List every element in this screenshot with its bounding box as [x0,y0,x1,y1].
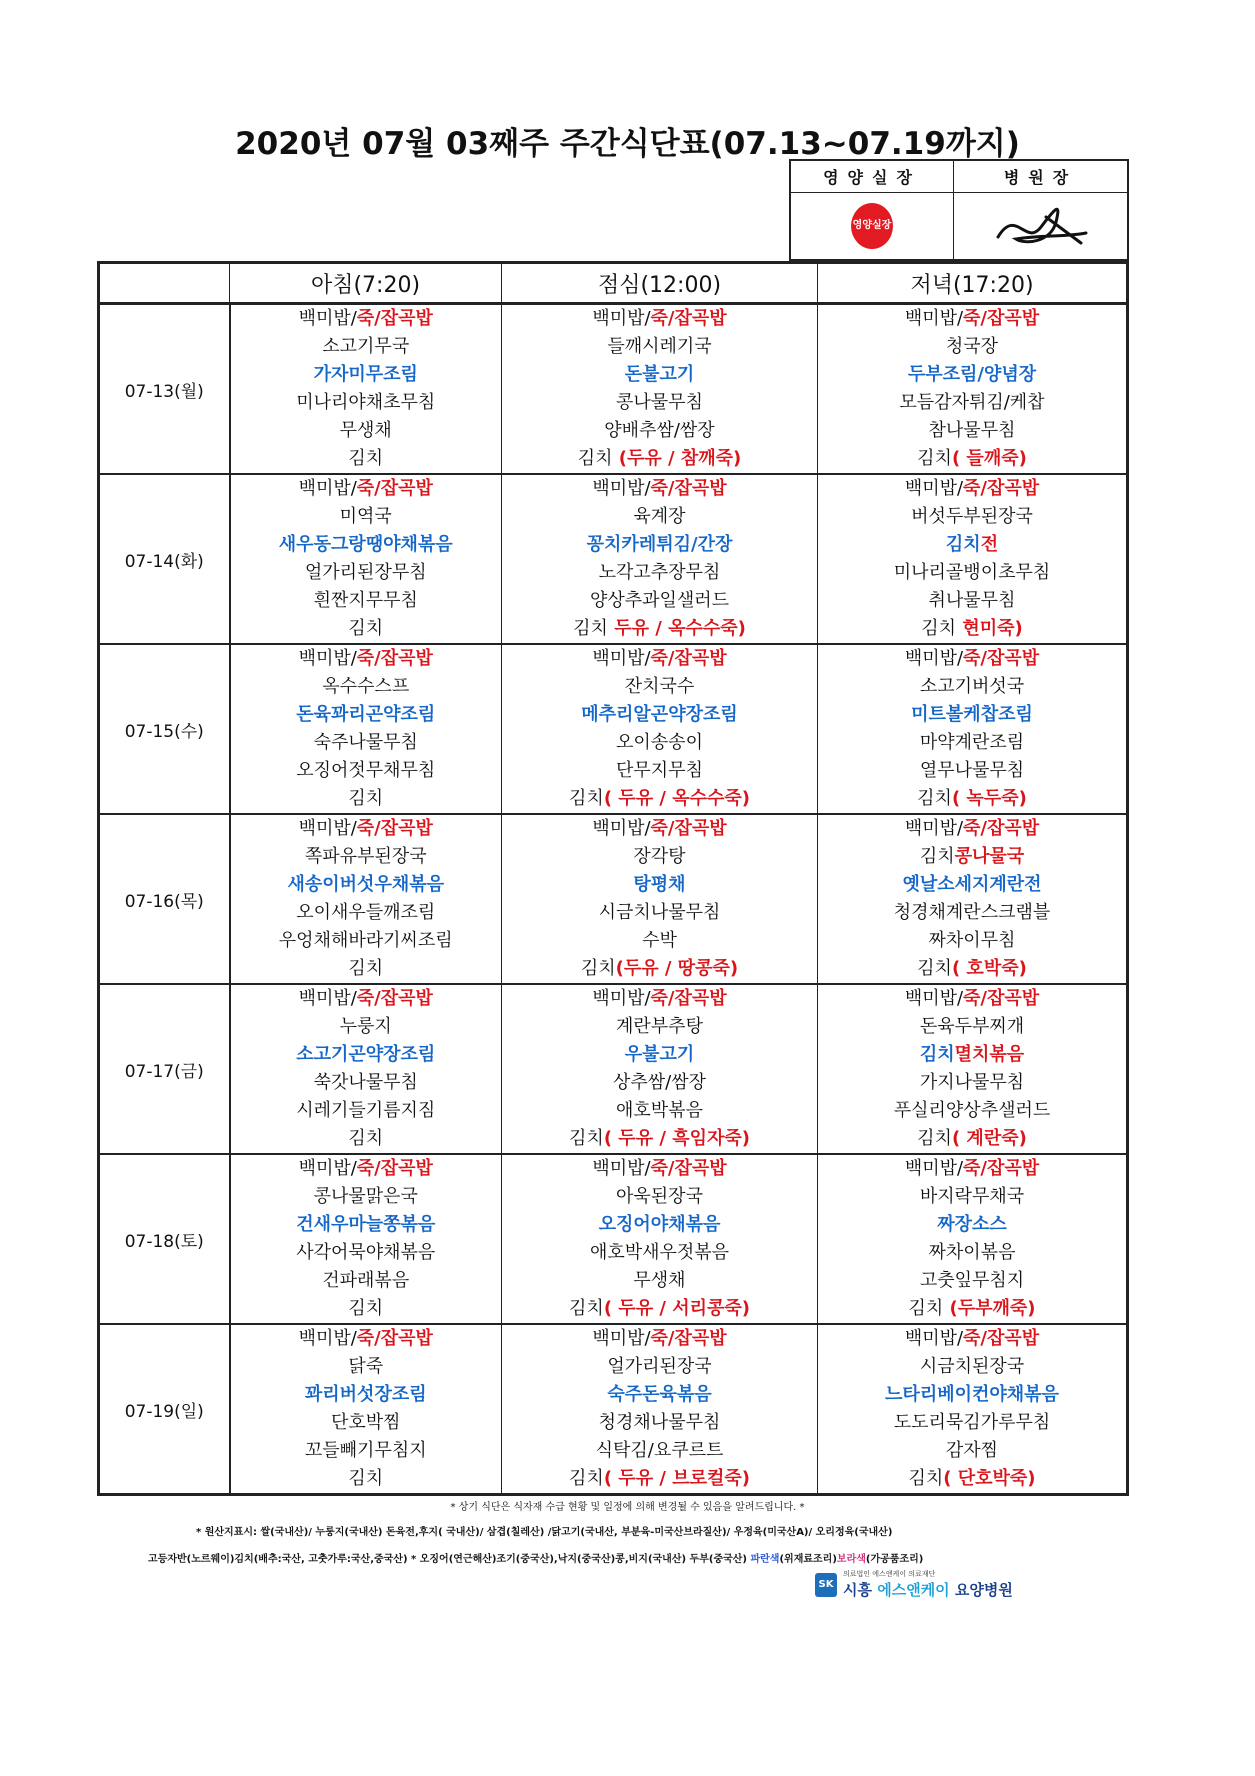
menu-item: 잔치국수 [624,676,695,697]
lunch-cell [502,1154,818,1324]
menu-item: 김치 [348,1468,384,1489]
day-date: 07-18(토) [99,1154,230,1324]
menu-item: 바지락무채국 [919,1186,1025,1207]
menu-item: 꽈리버섯장조림 [304,1384,427,1405]
menu-item: 건파래볶음 [322,1270,410,1291]
menu-item: 청경채계란스크램블 [893,902,1051,923]
day-date: 07-16(목) [99,814,230,984]
menu-item: 백미밥/죽/잡곡밥 [904,648,1040,669]
menu-item: 소고기무국 [322,336,410,357]
menu-item: 김치( 들깨죽) [917,448,1027,469]
menu-item: 미트볼케찹조림 [911,704,1033,725]
menu-item: 백미밥/죽/잡곡밥 [592,1328,727,1349]
menu-item: 김치 (두유 / 참깨죽) [577,448,742,469]
menu-item: 미나리골뱅이초무침 [893,562,1051,583]
menu-item: 콩나물맑은국 [313,1186,418,1207]
menu-day-row [99,1324,1128,1495]
menu-item: 김치콩나물국 [919,846,1025,867]
origin-line-1: * 원산지표시: 쌀(국내산)/ 누룽지(국내산) 돈육전,후지( 국내산)/ 삼겹(칠레산) /닭고기(국내산, 부분육-미국산브라질산)/ 우정육(미국산A)/ 오리정육(국내산) [196,1527,893,1538]
origin-blue-desc: (위재료조리) [779,1554,837,1565]
menu-item: 백미밥/죽/잡곡밥 [298,988,433,1009]
menu-item: 백미밥/죽/잡곡밥 [592,1158,727,1179]
menu-item: 참나물무침 [928,420,1016,441]
approval-header-director: 병원장 [954,161,1127,193]
origin-line-2-main: 고등자반(노르웨이)김치(배추:국산, 고춧가루:국산,중국산) * 오징어(연근해산)조기(중국산),낙지(중국산)콩,비지(국내산) 두부(중국산) [148,1554,747,1565]
logo-name-type: 요양병원 [954,1581,1013,1599]
dinner-cell [818,984,1128,1154]
menu-item: 김치 [348,448,384,469]
menu-item: 양배추쌈/쌈장 [604,420,715,441]
menu-item: 무생채 [633,1270,686,1291]
menu-item: 미역국 [339,506,392,527]
lunch-cell [502,474,818,644]
menu-item: 우엉채해바라기씨조림 [278,930,453,951]
menu-item: 김치멸치볶음 [919,1044,1025,1065]
menu-item: 계란부추탕 [616,1016,703,1037]
menu-item: 무생채 [339,420,392,441]
menu-item: 백미밥/죽/잡곡밥 [298,478,433,499]
menu-item: 사각어묵야채볶음 [296,1242,436,1263]
menu-item: 돈불고기 [624,364,695,385]
menu-item: 마약계란조림 [919,732,1025,753]
menu-item: 김치전 [945,534,999,555]
menu-item: 김치(두유 / 땅콩죽) [580,958,739,979]
menu-item: 쑥갓나물무침 [313,1072,418,1093]
menu-item: 김치 [348,1128,384,1149]
menu-item: 열무나물무침 [919,760,1025,781]
menu-item: 메추리알곤약장조림 [581,704,738,725]
approval-box [789,159,1129,261]
menu-item: 김치 두유 / 옥수수죽) [573,618,746,639]
menu-item: 짜차이볶음 [928,1242,1016,1263]
menu-item: 도도리묵김가루무침 [893,1412,1051,1433]
menu-item: 푸실리양상추샐러드 [893,1100,1051,1121]
menu-item: 돈육꽈리곤약조림 [296,704,436,725]
menu-item: 얼가리된장국 [607,1356,712,1377]
menu-item: 느타리베이컨야채볶음 [885,1384,1059,1405]
lunch-cell [502,304,818,475]
menu-item: 김치( 녹두죽) [917,788,1027,809]
menu-item: 소고기곤약장조림 [296,1044,436,1065]
dinner-cell [818,1324,1128,1495]
menu-day-row [99,644,1128,814]
menu-item: 숙주돈육볶음 [607,1384,712,1405]
day-date: 07-17(금) [99,984,230,1154]
logo-name-brand: 에스앤케이 [877,1581,950,1599]
approval-stamp-cell [791,193,954,259]
menu-item: 백미밥/죽/잡곡밥 [298,648,433,669]
menu-item: 백미밥/죽/잡곡밥 [904,988,1040,1009]
stamp-seal: 영양실장 [851,203,893,249]
menu-item: 육계장 [633,506,686,527]
header-dinner: 저녁(17:20) [818,263,1128,304]
breakfast-cell [230,304,502,475]
menu-item: 들깨시레기국 [607,336,712,357]
menu-item: 옥수수스프 [322,676,410,697]
menu-item: 백미밥/죽/잡곡밥 [592,988,727,1009]
menu-item: 김치 [348,958,384,979]
menu-item: 김치( 두유 / 흑임자죽) [569,1128,750,1149]
day-date: 07-15(수) [99,644,230,814]
menu-item: 숙주나물무침 [313,732,418,753]
menu-item: 김치( 호박죽) [917,958,1027,979]
menu-item: 두부조림/양념장 [907,364,1037,385]
menu-item: 김치( 두유 / 서리콩죽) [569,1298,750,1319]
day-date: 07-13(월) [99,304,230,475]
breakfast-cell [230,814,502,984]
dinner-cell [818,1154,1128,1324]
approval-header-nutrition: 영양실장 [791,161,954,193]
menu-item: 애호박새우젓볶음 [589,1242,730,1263]
menu-item: 김치 [348,788,384,809]
menu-item: 가지나물무침 [919,1072,1025,1093]
menu-item: 수박 [642,930,677,951]
menu-day-row [99,304,1128,475]
menu-item: 아욱된장국 [616,1186,703,1207]
weekly-menu-table [97,261,1129,1496]
menu-item: 짜차이무침 [928,930,1016,951]
menu-item: 백미밥/죽/잡곡밥 [592,818,727,839]
approval-signature-cell [954,193,1127,259]
menu-item: 새우동그랑땡야채볶음 [278,534,453,555]
menu-item: 김치 (두부깨죽) [908,1298,1036,1319]
menu-item: 꼬들빼기무침지 [304,1440,427,1461]
dinner-cell [818,814,1128,984]
dinner-cell [818,474,1128,644]
menu-item: 김치 [348,618,384,639]
hospital-logo [815,1569,1013,1600]
menu-item: 모듬감자튀김/케찹 [899,392,1045,413]
menu-item: 김치 현미죽) [921,618,1023,639]
menu-item: 장각탕 [633,846,686,867]
menu-item: 상추쌈/쌈장 [612,1072,706,1093]
day-date: 07-14(화) [99,474,230,644]
menu-item: 옛날소세지계란전 [902,874,1042,895]
notice-text: * 상기 식단은 식자재 수급 현황 및 일정에 의해 변경될 수 있음을 알려드립니다. * [450,1502,805,1513]
menu-item: 우불고기 [624,1044,695,1065]
menu-day-row [99,474,1128,644]
menu-item: 백미밥/죽/잡곡밥 [592,478,727,499]
dinner-cell [818,304,1128,475]
breakfast-cell [230,984,502,1154]
menu-item: 짜장소스 [937,1214,1007,1235]
menu-item: 돈육두부찌개 [919,1016,1025,1037]
logo-icon: SK [815,1573,837,1597]
origin-blue-legend: 파란색 [750,1554,780,1565]
menu-item: 버섯두부된장국 [911,506,1033,527]
menu-item: 꽁치카레튀김/간장 [586,534,733,555]
menu-item: 애호박볶음 [616,1100,703,1121]
menu-day-row [99,814,1128,984]
menu-item: 양상추과일샐러드 [589,590,730,611]
menu-item: 백미밥/죽/잡곡밥 [904,1158,1040,1179]
menu-item: 시금치된장국 [919,1356,1025,1377]
menu-item: 백미밥/죽/잡곡밥 [904,478,1040,499]
menu-item: 청경채나물무침 [598,1412,721,1433]
menu-item: 백미밥/죽/잡곡밥 [904,308,1040,329]
menu-day-row [99,984,1128,1154]
menu-body [99,304,1128,1495]
header-date [99,263,230,304]
menu-item: 백미밥/죽/잡곡밥 [904,1328,1040,1349]
breakfast-cell [230,1324,502,1495]
page-title: 2020년 07월 03째주 주간식단표(07.13~07.19까지) [235,126,1020,162]
menu-item: 백미밥/죽/잡곡밥 [298,1328,433,1349]
origin-pink-desc: (가공품조리) [865,1554,924,1565]
menu-item: 고춧잎무침지 [919,1270,1025,1291]
menu-item: 오징어야채볶음 [598,1214,721,1235]
header-lunch: 점심(12:00) [502,263,818,304]
lunch-cell [502,1324,818,1495]
menu-item: 가자미무조림 [313,364,418,385]
menu-item: 청국장 [945,336,999,357]
signature-icon [986,197,1096,255]
lunch-cell [502,644,818,814]
menu-item: 건새우마늘쫑볶음 [296,1214,436,1235]
lunch-cell [502,814,818,984]
menu-item: 김치( 두유 / 브로컬죽) [569,1468,750,1489]
menu-item: 오이송송이 [616,732,703,753]
menu-item: 백미밥/죽/잡곡밥 [298,818,433,839]
logo-name-city: 시흥 [843,1581,872,1599]
menu-item: 노각고추장무침 [598,562,721,583]
menu-item: 백미밥/죽/잡곡밥 [592,308,727,329]
menu-item: 백미밥/죽/잡곡밥 [904,818,1040,839]
menu-item: 식탁김/요쿠르트 [595,1440,724,1461]
breakfast-cell [230,644,502,814]
menu-item: 미나리야채초무침 [296,392,436,413]
menu-item: 오징어젓무채무침 [296,760,436,781]
menu-item: 흰짠지무무침 [313,590,418,611]
menu-item: 시레기들기름지짐 [296,1100,436,1121]
menu-item: 취나물무침 [928,590,1016,611]
origin-line-2 [148,1550,923,1565]
menu-item: 콩나물무침 [616,392,703,413]
menu-item: 닭죽 [348,1356,384,1377]
menu-item: 소고기버섯국 [919,676,1025,697]
menu-item: 얼가리된장무침 [304,562,427,583]
menu-item: 김치( 계란죽) [917,1128,1027,1149]
menu-item: 김치 [348,1298,384,1319]
menu-item: 탕평채 [633,874,686,895]
day-date: 07-19(일) [99,1324,230,1495]
menu-item: 김치( 단호박죽) [908,1468,1036,1489]
menu-day-row [99,1154,1128,1324]
menu-item: 감자찜 [945,1440,999,1461]
lunch-cell [502,984,818,1154]
logo-name [843,1579,1013,1600]
menu-item: 백미밥/죽/잡곡밥 [298,308,433,329]
breakfast-cell [230,1154,502,1324]
menu-item: 시금치나물무침 [598,902,721,923]
menu-item: 오이새우들깨조림 [296,902,436,923]
logo-subtitle: 의료법인 에스앤케이 의료재단 [843,1570,936,1578]
menu-item: 백미밥/죽/잡곡밥 [298,1158,433,1179]
header-breakfast: 아침(7:20) [230,263,502,304]
menu-item: 새송이버섯우채볶음 [287,874,444,895]
menu-item: 단무지무침 [616,760,703,781]
menu-item: 누룽지 [339,1016,392,1037]
menu-item: 백미밥/죽/잡곡밥 [592,648,727,669]
menu-item: 단호박찜 [330,1412,401,1433]
origin-pink-legend: 보라색 [836,1554,866,1565]
breakfast-cell [230,474,502,644]
menu-item: 김치( 두유 / 옥수수죽) [569,788,750,809]
menu-item: 쪽파유부된장국 [304,846,427,867]
dinner-cell [818,644,1128,814]
